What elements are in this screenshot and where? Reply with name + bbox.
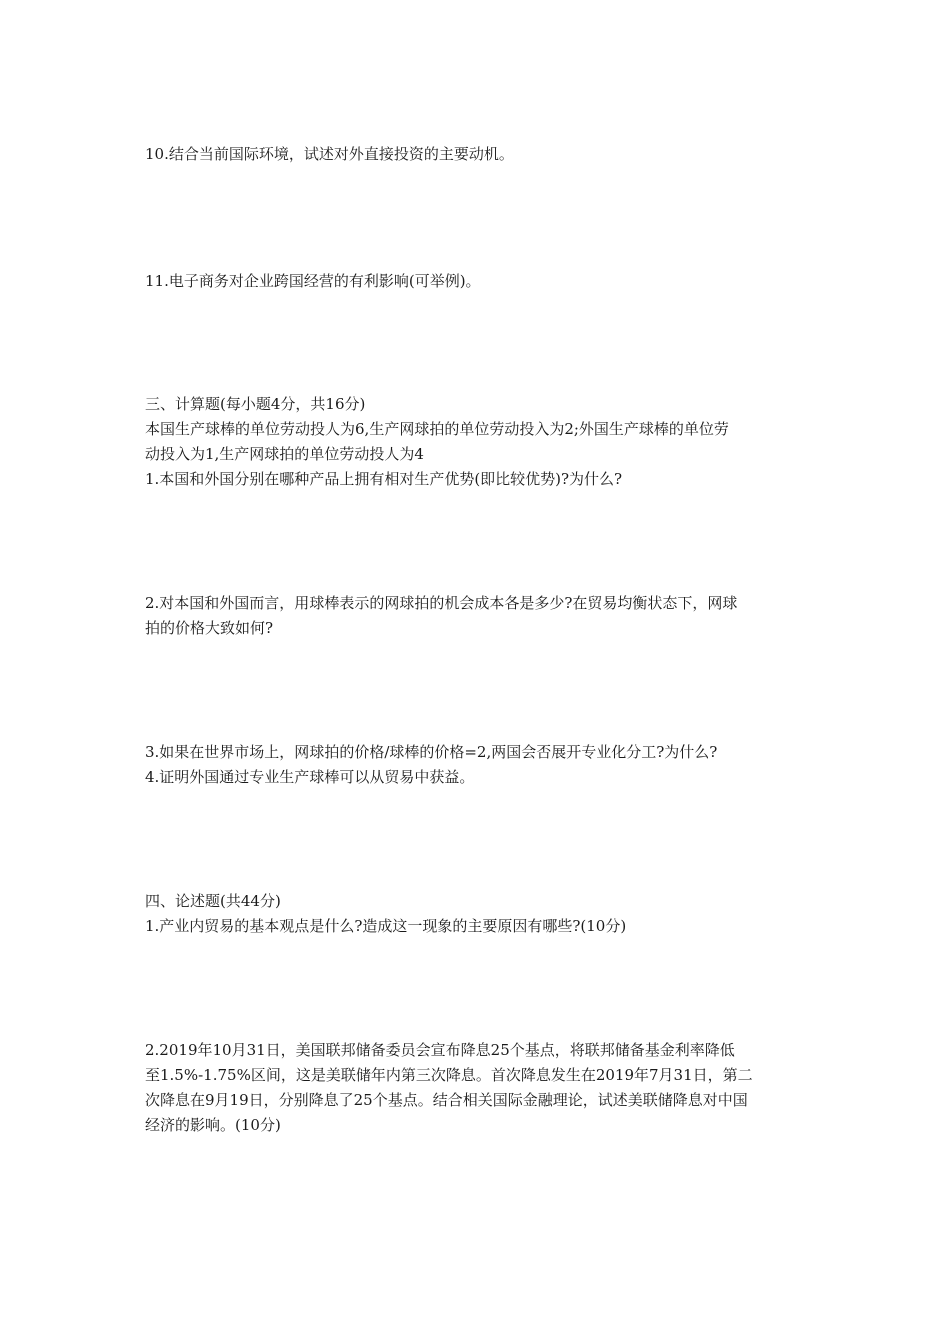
section-3-intro-line-1: 本国生产球棒的单位劳动投人为6,生产网球拍的单位劳动投入为2;外国生产球棒的单位劳 [145, 420, 729, 438]
section-3-heading: 三、计算题(每小题4分，共16分) [145, 395, 366, 413]
section-4-question-2-line-3: 次降息在9月19日，分别降息了25个基点。结合相关国际金融理论，试述美联储降息对中国 [145, 1091, 748, 1109]
section-4-question-2-line-1: 2.2019年10月31日，美国联邦储备委员会宣布降息25个基点，将联邦储备基金利率降低 [145, 1041, 735, 1059]
section-4-heading: 四、论述题(共44分) [145, 892, 281, 910]
question-11: 11.电子商务对企业跨国经营的有利影响(可举例)。 [145, 272, 481, 290]
section-3-question-2-line-1: 2.对本国和外国而言，用球棒表示的网球拍的机会成本各是多少?在贸易均衡状态下，网球 [145, 594, 738, 612]
section-3-question-2-line-2: 拍的价格大致如何? [145, 619, 274, 637]
section-3-question-3: 3.如果在世界市场上，网球拍的价格/球棒的价格=2,两国会否展开专业化分工?为什么? [145, 743, 718, 761]
section-4-question-2-line-2: 至1.5%-1.75%区间，这是美联储年内第三次降息。首次降息发生在2019年7月31日，第二 [145, 1066, 753, 1084]
section-3-question-4: 4.证明外国通过专业生产球棒可以从贸易中获益。 [145, 768, 475, 786]
question-10: 10.结合当前国际环境，试述对外直接投资的主要动机。 [145, 145, 514, 163]
section-4-question-1: 1.产业内贸易的基本观点是什么?造成这一现象的主要原因有哪些?(10分) [145, 917, 627, 935]
section-4-question-2-line-4: 经济的影响。(10分) [145, 1116, 281, 1134]
section-3-intro-line-2: 动投入为1,生产网球拍的单位劳动投人为4 [145, 445, 424, 463]
section-3-question-1: 1.本国和外国分别在哪种产品上拥有相对生产优势(即比较优势)?为什么? [145, 470, 623, 488]
